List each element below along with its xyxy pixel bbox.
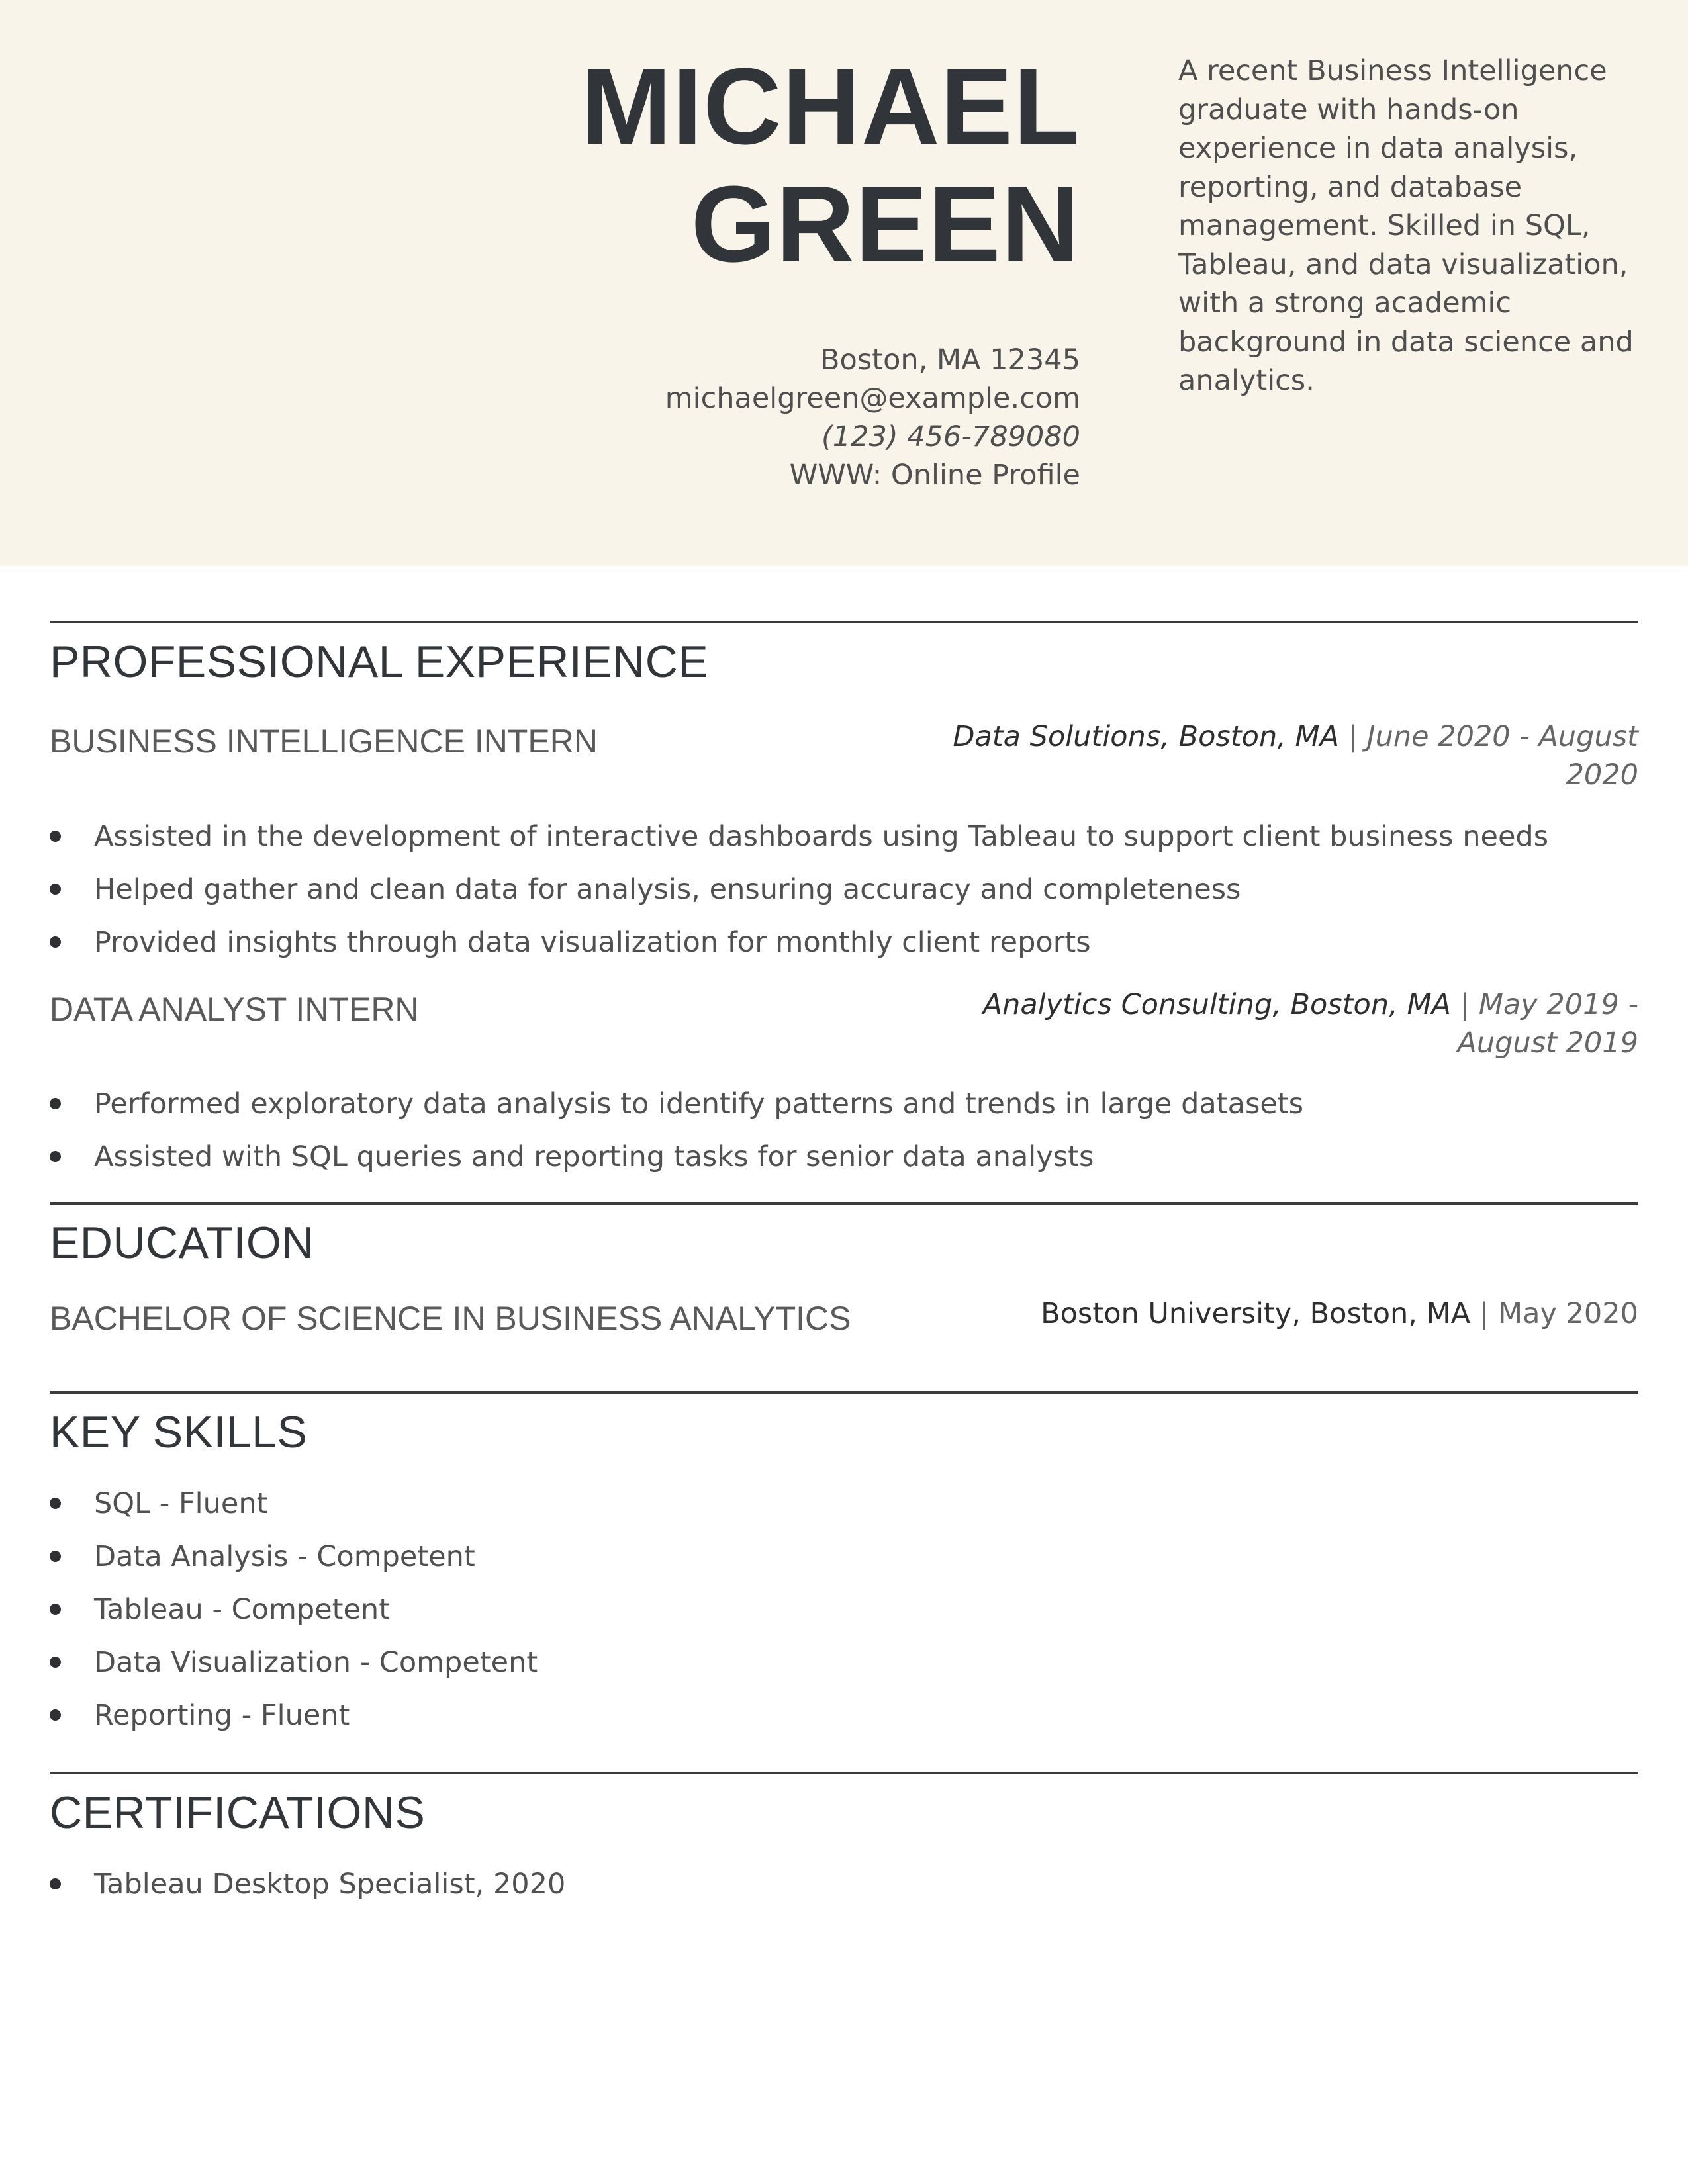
list-item: Provided insights through data visualization for monthly client reports xyxy=(50,916,1638,969)
bullet-icon xyxy=(50,1604,61,1615)
meta-separator: | xyxy=(1348,720,1358,753)
section-divider xyxy=(50,1772,1638,1774)
bullet-icon xyxy=(50,1098,61,1109)
contact-website[interactable]: WWW: Online Profile xyxy=(789,459,1080,492)
section-title-skills: KEY SKILLS xyxy=(50,1407,308,1457)
list-item: Reporting - Fluent xyxy=(50,1689,1638,1742)
meta-separator: | xyxy=(1460,988,1470,1021)
education-meta xyxy=(877,1295,1638,1333)
resume-header xyxy=(0,0,1688,566)
bullet-icon xyxy=(50,1151,61,1162)
list-item: Performed exploratory data analysis to identify patterns and trends in large datasets xyxy=(50,1077,1638,1130)
bullet-icon xyxy=(50,884,61,895)
bullet-icon xyxy=(50,1878,61,1889)
section-divider xyxy=(50,621,1638,623)
skills-section xyxy=(50,1391,1638,1732)
contact-address: Boston, MA 12345 xyxy=(820,343,1080,377)
degree-title: BACHELOR OF SCIENCE IN BUSINESS ANALYTICS xyxy=(50,1300,851,1337)
certifications-section xyxy=(50,1772,1638,1901)
list-item: Assisted in the development of interactive dashboards using Tableau to support client business needs xyxy=(50,810,1638,863)
job-bullets xyxy=(50,810,1638,969)
list-item: SQL - Fluent xyxy=(50,1477,1638,1530)
contact-email[interactable]: michaelgreen@example.com xyxy=(665,382,1080,415)
job-title: BUSINESS INTELLIGENCE INTERN xyxy=(50,723,598,760)
contact-info xyxy=(485,341,1080,494)
job-meta: Analytics Consulting, Boston, MA | May 2019 - August 2019 xyxy=(982,988,1638,1060)
section-divider xyxy=(50,1202,1638,1205)
bullet-icon xyxy=(50,1709,61,1721)
bullet-icon xyxy=(50,1551,61,1562)
section-divider xyxy=(50,1391,1638,1394)
list-item: Tableau - Competent xyxy=(50,1583,1638,1636)
contact-phone: (123) 456-789080 xyxy=(821,420,1080,453)
bullet-icon xyxy=(50,1657,61,1668)
school-name: Boston University, Boston, MA xyxy=(1041,1297,1471,1330)
candidate-name xyxy=(418,48,1080,283)
job-dates: June 2020 - August 2020 xyxy=(1366,720,1638,792)
certifications-list xyxy=(50,1858,1638,1911)
job-bullets xyxy=(50,1077,1638,1183)
last-name: GREEN xyxy=(690,163,1080,285)
first-name: MICHAEL xyxy=(581,46,1080,167)
bullet-icon xyxy=(50,831,61,842)
skills-list xyxy=(50,1477,1638,1742)
section-title-experience: PROFESSIONAL EXPERIENCE xyxy=(50,637,709,687)
experience-section xyxy=(50,621,1638,1173)
education-section xyxy=(50,1202,1638,1337)
list-item: Tableau Desktop Specialist, 2020 xyxy=(50,1858,1638,1911)
job-location: Boston, MA xyxy=(1290,988,1451,1021)
graduation-date: May 2020 xyxy=(1498,1297,1638,1330)
job-location: Boston, MA xyxy=(1178,720,1340,753)
job-meta: Data Solutions, Boston, MA | June 2020 - August 2020 xyxy=(953,720,1638,792)
job-title: DATA ANALYST INTERN xyxy=(50,991,419,1028)
list-item: Data Analysis - Competent xyxy=(50,1530,1638,1583)
section-title-education: EDUCATION xyxy=(50,1218,314,1268)
list-item: Assisted with SQL queries and reporting tasks for senior data analysts xyxy=(50,1130,1638,1183)
meta-separator: | xyxy=(1479,1297,1489,1330)
job-company: Data Solutions xyxy=(953,720,1161,753)
job-dates: May 2019 - August 2019 xyxy=(1457,988,1638,1060)
list-item: Helped gather and clean data for analysis, ensuring accuracy and completeness xyxy=(50,863,1638,916)
list-item: Data Visualization - Competent xyxy=(50,1636,1638,1689)
section-title-certifications: CERTIFICATIONS xyxy=(50,1788,426,1838)
professional-summary: A recent Business Intelligence graduate with hands-on experience in data analysis, reporting, and database management. Skilled in SQL, Tableau, and data visualization, with a strong academic background in data science and analytics. xyxy=(1178,54,1634,397)
bullet-icon xyxy=(50,936,61,948)
job-company: Analytics Consulting xyxy=(982,988,1273,1021)
bullet-icon xyxy=(50,1498,61,1509)
